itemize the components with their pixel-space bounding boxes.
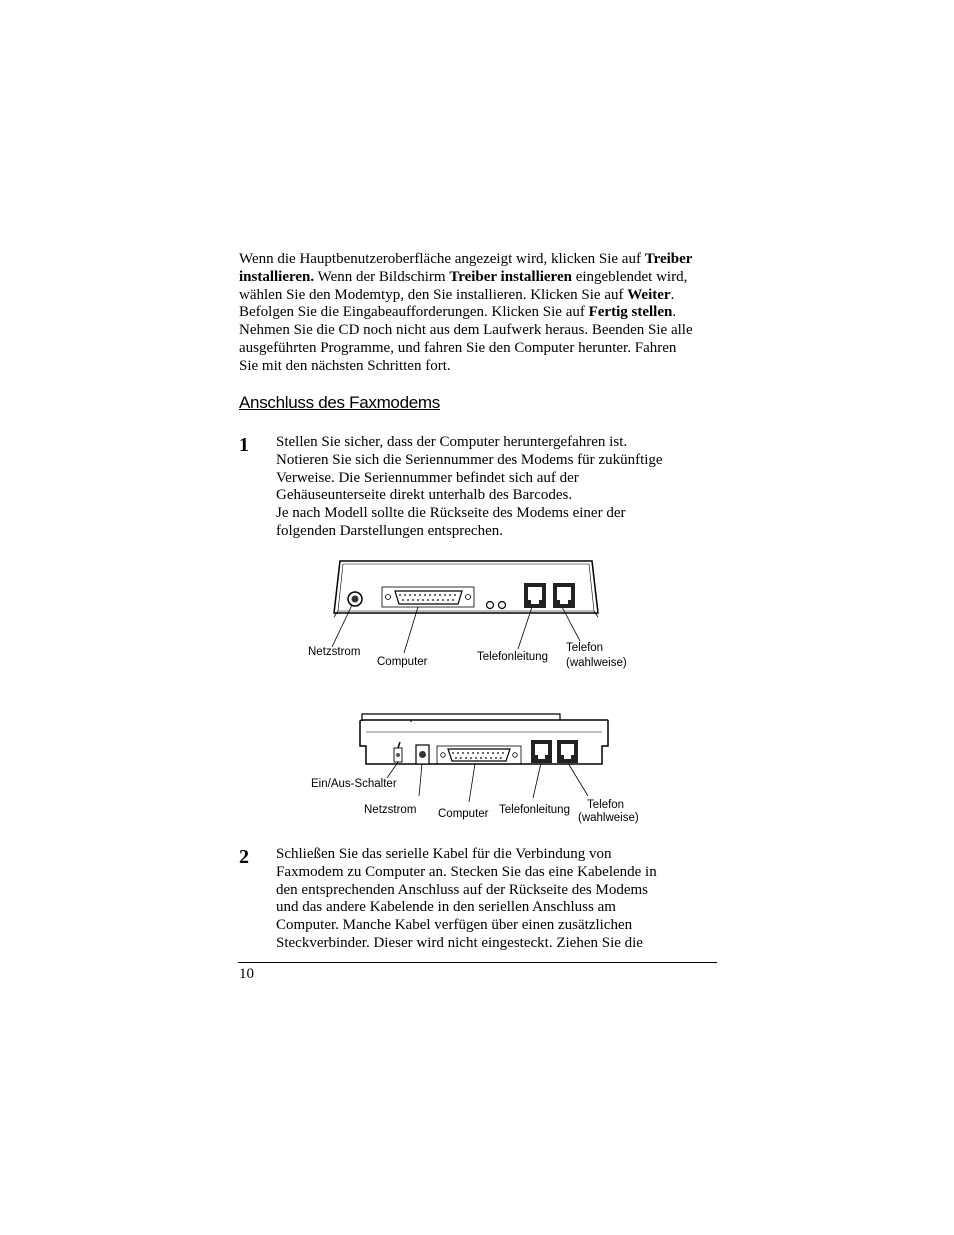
label-telefonleitung: Telefonleitung (477, 651, 548, 663)
serial-port-icon-2 (437, 746, 521, 764)
step-1-line: Gehäuseunterseite direkt unterhalb des Barcodes. (276, 487, 573, 504)
intro-bold-run: Fertig stellen (588, 304, 673, 321)
intro-line (239, 251, 719, 269)
intro-text-run: . (672, 304, 677, 321)
phone-jack-icon (553, 583, 575, 608)
step-2-number: 2 (239, 846, 249, 868)
modem-rear-diagram-2 (305, 708, 655, 828)
intro-bold-run: Treiber (644, 251, 693, 267)
intro-paragraph (239, 251, 719, 376)
intro-text-run: . (670, 286, 675, 303)
label-computer-2: Computer (438, 808, 489, 820)
step-2-line: Computer. Manche Kabel verfügen über einen zusätzlichen (276, 917, 633, 934)
step-1-line: folgenden Darstellungen entsprechen. (276, 522, 503, 539)
intro-line (239, 340, 719, 358)
intro-line (239, 304, 719, 322)
indicator-led-icon (487, 602, 506, 609)
phone-line-jack-icon-2 (531, 740, 552, 763)
step-1-line: Stellen Sie sicher, dass der Computer heruntergefahren ist. (276, 434, 628, 450)
power-switch-icon (394, 742, 402, 762)
intro-text-run: wählen Sie den Modemtyp, den Sie installieren. Klicken Sie auf (239, 286, 628, 303)
intro-text-run: Sie mit den nächsten Schritten fort. (239, 357, 451, 374)
modem-rear-diagram-1 (300, 555, 650, 675)
step-2-line: den entsprechenden Anschluss auf der Rückseite des Modems (276, 881, 648, 898)
step-2-line: Schließen Sie das serielle Kabel für die Verbindung von (276, 846, 612, 862)
callout-lines-2 (387, 762, 588, 802)
label-computer: Computer (377, 656, 428, 668)
label-wahlweise-2: (wahlweise) (578, 812, 639, 824)
step-2-line: Faxmodem zu Computer an. Stecken Sie das eine Kabelende in (276, 863, 657, 880)
intro-line (239, 358, 719, 376)
phone-line-jack-icon (524, 583, 546, 608)
label-telefonleitung-2: Telefonleitung (499, 804, 570, 816)
label-netzstrom-2: Netzstrom (364, 804, 417, 816)
intro-text-run: ausgeführten Programme, und fahren Sie den Computer herunter. Fahren (239, 339, 677, 356)
intro-text-run: Wenn der Bildschirm (314, 268, 450, 285)
label-ein-aus-schalter: Ein/Aus-Schalter (311, 778, 397, 790)
power-jack-icon-2 (416, 745, 429, 764)
callout-lines (332, 605, 580, 653)
intro-bold-run: installieren. (239, 268, 315, 285)
intro-text-run: Wenn die Hauptbenutzeroberfläche angezeigt wird, klicken Sie auf (239, 251, 645, 267)
step-2-line: Steckverbinder. Dieser wird nicht eingesteckt. Ziehen Sie die (276, 934, 643, 951)
intro-text-run: Befolgen Sie die Eingabeaufforderungen. Klicken Sie auf (239, 304, 589, 321)
label-wahlweise: (wahlweise) (566, 657, 627, 669)
phone-jack-icon-2 (557, 740, 578, 763)
intro-line (239, 287, 719, 305)
intro-line (239, 322, 719, 340)
step-2-text (276, 846, 716, 953)
intro-text-run: Nehmen Sie die CD noch nicht aus dem Laufwerk heraus. Beenden Sie alle (239, 322, 693, 339)
serial-port-icon (382, 587, 474, 607)
step-1-text (276, 434, 716, 541)
power-jack-icon (348, 592, 362, 606)
step-2-line: und das andere Kabelende in den seriellen Anschluss am (276, 899, 616, 916)
step-1-line: Notieren Sie sich die Seriennummer des Modems für zukünftige (276, 451, 663, 468)
step-1-line: Je nach Modell sollte die Rückseite des Modems einer der (276, 505, 626, 522)
step-1-number: 1 (239, 434, 249, 456)
step-1-line: Verweise. Die Seriennummer befindet sich auf der (276, 469, 579, 486)
intro-line (239, 269, 719, 287)
label-telefon: Telefon (566, 642, 604, 654)
footer-rule (238, 962, 717, 963)
page-number: 10 (239, 966, 254, 982)
intro-text-run: eingeblendet wird, (571, 268, 688, 285)
label-netzstrom: Netzstrom (308, 646, 361, 658)
label-telefon-2: Telefon (587, 799, 625, 811)
section-heading: Anschluss des Faxmodems (239, 393, 440, 412)
intro-bold-run: Treiber installieren (449, 268, 572, 285)
intro-bold-run: Weiter (627, 286, 671, 303)
